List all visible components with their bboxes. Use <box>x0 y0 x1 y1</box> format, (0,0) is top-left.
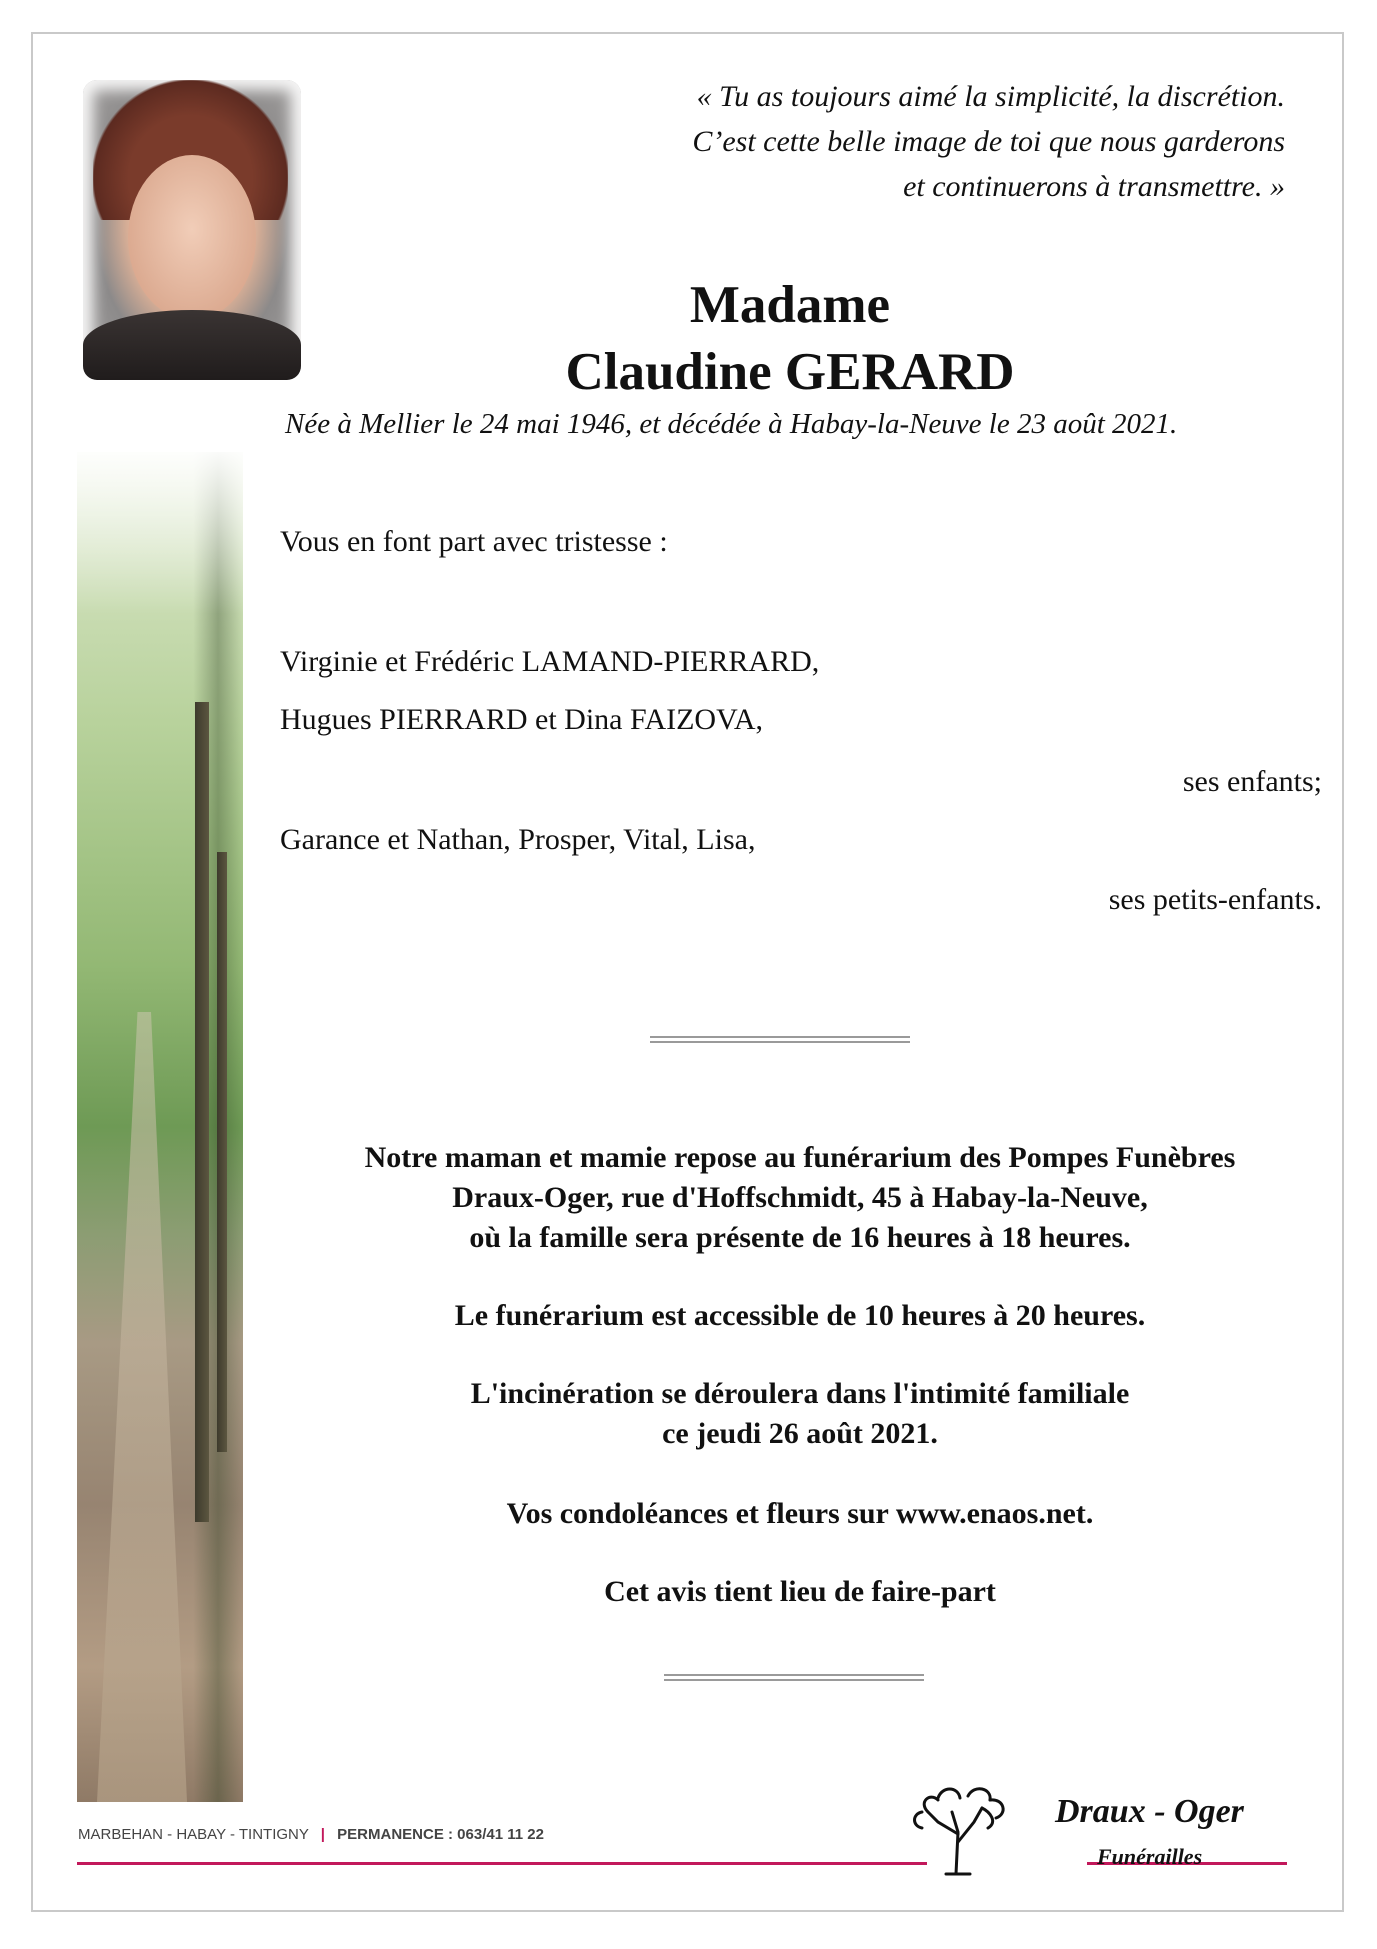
family-member: Hugues PIERRARD et Dina FAIZOVA, <box>280 703 764 736</box>
divider-line <box>650 1036 910 1043</box>
info-line: où la famille sera présente de 16 heures à 18 heures. <box>469 1221 1131 1254</box>
family-member: Garance et Nathan, Prosper, Vital, Lisa, <box>280 823 756 856</box>
honorific: Madame <box>689 276 891 334</box>
quote-line: et continuerons à transmettre. » <box>903 170 1285 203</box>
footer-permanence: PERMANENCE : 063/41 11 22 <box>337 1826 544 1843</box>
intro-text: Vous en font part avec tristesse : <box>280 525 668 558</box>
funerarium-hours: Le funérarium est accessible de 10 heures à 20 heures. <box>454 1299 1146 1332</box>
footer-contact <box>78 1826 544 1843</box>
children-label: ses enfants; <box>1182 765 1322 798</box>
tree-logo-icon <box>908 1782 1028 1877</box>
deceased-name: Claudine GERARD <box>565 343 1015 401</box>
epitaph-quote <box>385 74 1285 209</box>
brand-subtitle: Funérailles <box>1097 1844 1203 1869</box>
family-member: Virginie et Frédéric LAMAND-PIERRARD, <box>280 645 820 678</box>
footer-separator: | <box>320 1826 325 1843</box>
portrait-photo <box>83 80 301 380</box>
footer-locations: MARBEHAN - HABAY - TINTIGNY <box>78 1826 309 1843</box>
footer-rule-left <box>77 1862 927 1865</box>
info-line: ce jeudi 26 août 2021. <box>662 1417 938 1450</box>
quote-line: C’est cette belle image de toi que nous garderons <box>692 125 1285 158</box>
condolences-info: Vos condoléances et fleurs sur www.enaos.net. <box>506 1497 1094 1530</box>
info-line: Notre maman et mamie repose au funérarium des Pompes Funèbres <box>364 1141 1236 1174</box>
grandchildren-label: ses petits-enfants. <box>1108 883 1322 916</box>
brand-name: Draux - Oger <box>1055 1793 1244 1830</box>
funerarium-info <box>280 1138 1320 1258</box>
forest-path-image <box>77 452 243 1802</box>
birth-death-line: Née à Mellier le 24 mai 1946, et décédée à Habay-la-Neuve le 23 août 2021. <box>285 408 1178 440</box>
info-line: Draux-Oger, rue d'Hoffschmidt, 45 à Habay-la-Neuve, <box>452 1181 1148 1214</box>
divider-line <box>664 1674 924 1681</box>
info-line: L'incinération se déroulera dans l'intimité familiale <box>470 1377 1130 1410</box>
notice-text: Cet avis tient lieu de faire-part <box>604 1575 996 1608</box>
quote-line: « Tu as toujours aimé la simplicité, la discrétion. <box>696 80 1285 113</box>
cremation-info <box>280 1374 1320 1454</box>
